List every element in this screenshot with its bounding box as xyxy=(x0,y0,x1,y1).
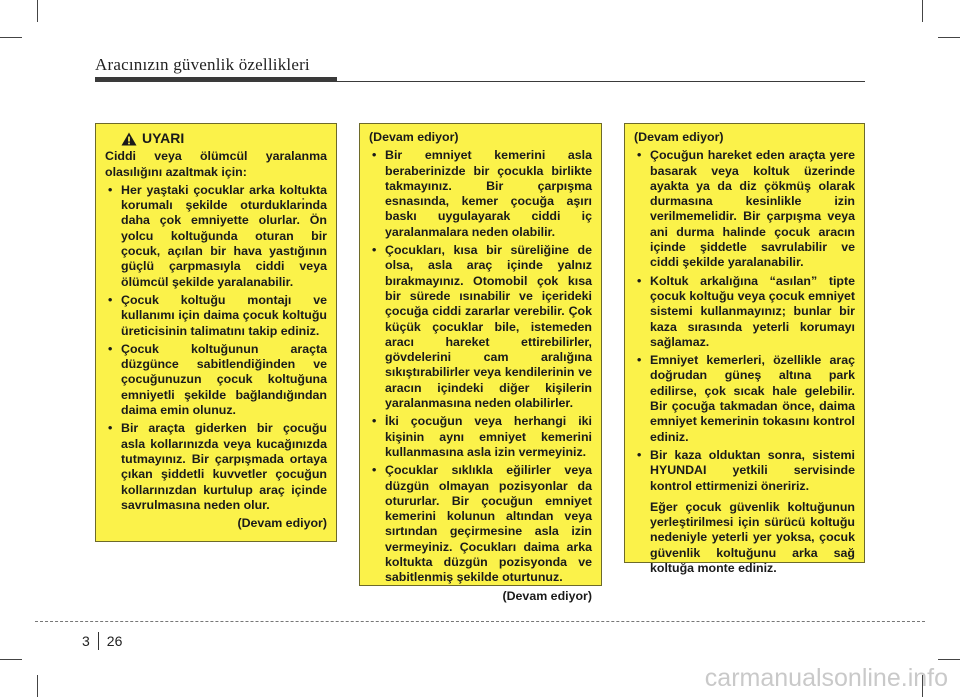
continued-label: (Devam ediyor) xyxy=(237,516,327,531)
list-item: • İki çocuğun veya herhangi iki kişinin aynı emniyet kemerini kullanmasına asla izin vermeyiniz. xyxy=(369,414,592,460)
crop-mark xyxy=(922,0,923,22)
list-item: • Çocukları, kısa bir süreliğine de olsa, asla araç içinde yalnız bırakmayınız. Otomobil çok kısa bir sürede ısınabilir ve içerideki çocuğa ciddi zararlar verebilir. Çok küçük çocuklar bile, istemeden aracı hareket ettirebilirler, gövdelerini cam aralığına sıkıştırabilirler veya kendilerinin ve aracın içindeki diğer kişilerin yaralanmasına neden olabilirler. xyxy=(369,243,592,411)
crop-mark xyxy=(0,37,22,38)
list-item: • Çocuklar sıklıkla eğilirler veya düzgün olmayan pozisyonlar da otururlar. Bir çocuğun emniyet kemerini kolunun altından veya sırtından geçirmesine asla izin vermeyiniz. Çocukları daima arka koltukta düzgün pozisyonda ve sabitlenmiş şekilde oturtunuz. xyxy=(369,463,592,585)
sub-paragraph: Eğer çocuk güvenlik koltuğunun yerleştirilmesi için sürücü koltuğu nedeniyle yeterli yer yoksa, çocuk güvenlik koltuğunu arka sağ koltuğa monte ediniz. xyxy=(650,499,855,576)
list-item: • Bir araçta giderken bir çocuğu asla kollarınızda veya kucağınızda tutmayınız. Bir çarpışmada ortaya çıkan şiddetli kuvvetler çocuğun kollarınızdan kurtulup araç içinde savrulmasına neden olur. xyxy=(105,421,327,513)
chapter-number: 3 xyxy=(82,633,90,649)
list-item: • Koltuk arkalığına “asılan” tipte çocuk koltuğu veya çocuk emniyet sistemi kullanmayınız; bunlar bir kaza sırasında yeterli korumayı sağlamaz. xyxy=(634,274,855,350)
watermark: carmanualsonline.info xyxy=(704,664,948,692)
warning-intro: Ciddi veya ölümcül yaralanma olasılığını azaltmak için: xyxy=(105,149,327,179)
bullet-list xyxy=(369,148,592,585)
bullet-list xyxy=(634,148,855,494)
crop-mark xyxy=(37,675,38,697)
crop-mark xyxy=(37,0,38,22)
header-rule xyxy=(95,77,337,82)
warning-triangle-icon xyxy=(121,132,137,146)
list-item: • Her yaştaki çocuklar arka koltukta korumalı şekilde oturdukları̇nda daha çok emniyette olurlar. Ön yolcu koltuğunda oturan bir çocuk, açılan bir hava yastığının güçlü çarpmasıyla ciddi veya ölümcül şekilde yaralanabilir. xyxy=(105,183,327,290)
warning-header xyxy=(121,131,327,146)
warning-panel xyxy=(95,123,337,542)
list-item: • Emniyet kemerleri, özellikle araç doğrudan güneş altına park edilirse, çok sıcak hale gelebilir. Bir çocuğa takmadan önce, daima emniyet kemerinin tokasını kontrol ediniz. xyxy=(634,353,855,445)
header-rule-thin xyxy=(337,81,865,82)
list-item: • Çocuğun hareket eden araçta yere basarak veya koltuk üzerinde ayakta ya da diz çökmüş olarak durmasına kesinlikle izin verilmemelidir. Bir çarpışma veya ani durma halinde çocuk aracın içinde şiddetle savrulabilir ve ciddi şekilde yaralanabilir. xyxy=(634,148,855,270)
continued-label: (Devam ediyor) xyxy=(502,588,592,603)
continued-panel xyxy=(359,123,602,603)
continued-panel xyxy=(624,123,865,576)
list-item: • Bir emniyet kemerini asla beraberinizde bir çocukla birlikte takmayınız. Bir çarpışma esnasında, kemer çocuğa aşırı baskı uygulayarak ciddi iç yaralanmalara neden olabilir. xyxy=(369,148,592,240)
page-number-separator xyxy=(98,632,99,650)
crop-mark xyxy=(0,659,22,660)
list-item: • Çocuk koltuğu montajı ve kullanımı için daima çocuk koltuğu üreticisinin talimatını takip ediniz. xyxy=(105,293,327,339)
page-number-value: 26 xyxy=(106,633,123,649)
bullet-list xyxy=(105,183,327,513)
page-number xyxy=(82,632,122,650)
continued-heading: (Devam ediyor) xyxy=(634,130,724,144)
continued-heading: (Devam ediyor) xyxy=(369,130,459,144)
warning-title: UYARI xyxy=(142,130,185,146)
list-item: • Bir kaza olduktan sonra, sistemi HYUNDAI yetkili servisinde kontrol ettirmenizi öneririz. xyxy=(634,448,855,494)
crop-mark xyxy=(938,659,960,660)
list-item: • Çocuk koltuğunun araçta düzgünce sabitlendiğinden ve çocuğunuzun çocuk koltuğuna emniyetli şekilde bağlandığından daima emin olunuz. xyxy=(105,342,327,418)
page-title: Aracınızın güvenlik özellikleri xyxy=(95,55,310,74)
footer-divider xyxy=(35,621,925,622)
crop-mark xyxy=(938,37,960,38)
